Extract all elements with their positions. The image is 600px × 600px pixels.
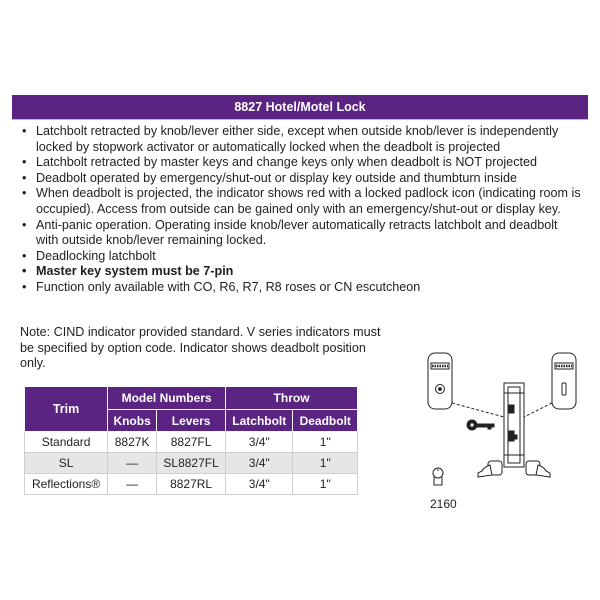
cell-knobs: — — [108, 453, 157, 474]
col-deadbolt-header: Deadbolt — [293, 410, 358, 432]
feature-item: • Function only available with CO, R6, R7, R8 roses or CN escutcheon — [20, 280, 582, 296]
outside-escutcheon — [428, 353, 452, 409]
cell-latchbolt: 3/4" — [226, 474, 293, 495]
feature-item: • Deadbolt operated by emergency/shut-out or display key outside and thumbturn inside — [20, 171, 582, 187]
outside-lever — [478, 461, 502, 477]
col-group-model-numbers: Model Numbers — [108, 387, 226, 410]
col-group-throw: Throw — [226, 387, 358, 410]
table-row — [25, 453, 358, 474]
section-title: 8827 Hotel/Motel Lock — [234, 100, 366, 114]
divider — [12, 119, 588, 120]
mortise-lock-case — [504, 383, 524, 467]
key-icon — [467, 420, 494, 430]
cell-levers: 8827FL — [157, 432, 226, 453]
cell-knobs: — — [108, 474, 157, 495]
inside-escutcheon — [552, 353, 576, 409]
model-table — [24, 386, 358, 495]
cell-knobs: 8827K — [108, 432, 157, 453]
cylinder-label: 2160 — [430, 497, 457, 511]
cell-levers: SL8827FL — [157, 453, 226, 474]
section-title-bar — [12, 95, 588, 119]
lock-diagram — [410, 345, 590, 520]
table-row — [25, 432, 358, 453]
cell-trim: Reflections® — [25, 474, 108, 495]
feature-item: • Latchbolt retracted by knob/lever either side, except when outside knob/lever is independently locked by stopwork activator or automatically locked when the deadbolt is projected — [20, 124, 582, 155]
cell-trim: Standard — [25, 432, 108, 453]
col-latchbolt-header: Latchbolt — [226, 410, 293, 432]
cell-latchbolt: 3/4" — [226, 432, 293, 453]
col-trim-header: Trim — [25, 387, 108, 432]
cylinder-icon — [433, 468, 443, 485]
feature-item-emphasis: • Master key system must be 7-pin — [20, 264, 582, 280]
indicator-note: Note: CIND indicator provided standard. V series indicators must be specified by option code. Indicator shows deadbolt position only. — [20, 325, 381, 371]
feature-item: • Latchbolt retracted by master keys and change keys only when deadbolt is NOT projected — [20, 155, 582, 171]
feature-item: • When deadbolt is projected, the indicator shows red with a locked padlock icon (indicating room is occupied). Access from outside can be gained only with an emergency/shut-out or display key. — [20, 186, 582, 217]
col-levers-header: Levers — [157, 410, 226, 432]
feature-item: • Anti-panic operation. Operating inside knob/lever automatically retracts latchbolt and deadbolt with outside knob/lever remaining locked. — [20, 218, 582, 249]
cell-deadbolt: 1" — [293, 453, 358, 474]
table-row — [25, 474, 358, 495]
feature-item: • Deadlocking latchbolt — [20, 249, 582, 265]
inside-lever — [526, 461, 550, 477]
feature-list — [20, 124, 582, 296]
cell-levers: 8827RL — [157, 474, 226, 495]
col-knobs-header: Knobs — [108, 410, 157, 432]
cell-deadbolt: 1" — [293, 432, 358, 453]
cell-latchbolt: 3/4" — [226, 453, 293, 474]
cell-trim: SL — [25, 453, 108, 474]
cell-deadbolt: 1" — [293, 474, 358, 495]
